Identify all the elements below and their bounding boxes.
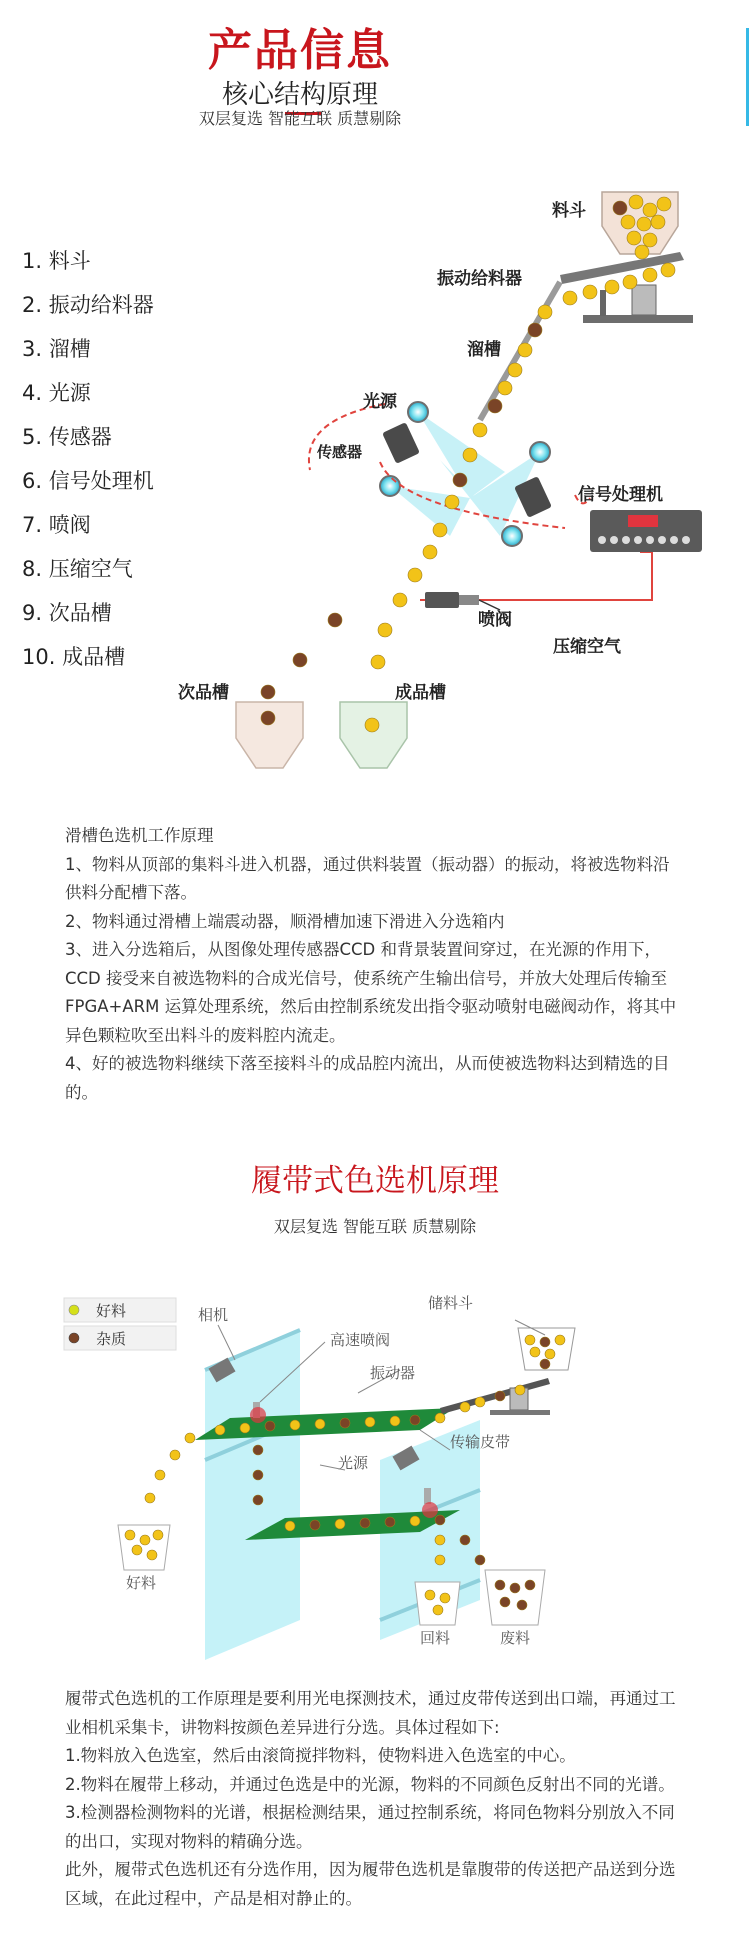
paragraph: 1.物料放入色选室，然后由滚筒搅拌物料，使物料进入色选室的中心。: [65, 1746, 576, 1765]
label-feeder: 振动给料器: [437, 269, 522, 289]
bad-particle: [453, 473, 467, 487]
good-particle: [460, 1402, 470, 1412]
light-source-icon: [408, 402, 428, 422]
good-particle: [393, 593, 407, 607]
good-particle: [215, 1425, 225, 1435]
good-particle: [145, 1493, 155, 1503]
good-particle: [132, 1545, 142, 1555]
label-storage: 储料斗: [428, 1294, 474, 1312]
paragraph: 4、好的被选物料继续下落至接料斗的成品腔内流出，从而使被选物料达到精选的目的。: [65, 1054, 670, 1102]
good-particle: [285, 1521, 295, 1531]
light-source-icon: [380, 476, 400, 496]
legend-good: 好料: [96, 1302, 127, 1320]
paragraph: 1、物料从顶部的集料斗进入机器，通过供料装置（振动器）的振动，将被选物料沿供料分配槽下落。: [65, 854, 670, 902]
bad-particle: [613, 201, 627, 215]
good-particle: [530, 1347, 540, 1357]
good-particle: [365, 718, 379, 732]
vibrator-base: [490, 1410, 550, 1415]
bad-particle: [540, 1359, 550, 1369]
good-particle: [185, 1433, 195, 1443]
good-particle: [433, 1605, 443, 1615]
good-particle: [538, 305, 552, 319]
bad-particle: [253, 1445, 263, 1455]
good-particle: [390, 1416, 400, 1426]
good-particle: [153, 1530, 163, 1540]
good-particle: [435, 1535, 445, 1545]
good-particle: [508, 363, 522, 377]
good-particle: [140, 1535, 150, 1545]
good-particle: [445, 495, 459, 509]
good-particle: [170, 1450, 180, 1460]
paragraph: 3.检测器检测物料的光谱，根据检测结果，通过控制系统，将同色物料分别放入不同的出口，实现对物料的精确分选。: [65, 1803, 675, 1851]
label-processor: 信号处理机: [578, 485, 663, 505]
bad-particle: [517, 1600, 527, 1610]
label-reject-bin: 次品槽: [178, 683, 229, 703]
bad-particle: [525, 1580, 535, 1590]
good-particle: [637, 217, 651, 231]
section-subtitle: 核心结构原理: [221, 80, 378, 110]
good-particle: [525, 1335, 535, 1345]
good-particle: [627, 231, 641, 245]
waste-bin-shape: [485, 1570, 545, 1625]
bad-particle: [340, 1418, 350, 1428]
label-vibrator: 振动器: [370, 1364, 416, 1382]
good-material-icon: [69, 1305, 79, 1315]
label-valve: 喷阀: [478, 610, 512, 630]
bad-particle: [261, 711, 275, 725]
bad-particle: [495, 1391, 505, 1401]
good-particle: [408, 568, 422, 582]
label-accept-bin: 成品槽: [395, 683, 446, 703]
good-particle: [629, 195, 643, 209]
signal-processor-icon: [590, 510, 702, 552]
good-particle: [498, 381, 512, 395]
good-particle: [643, 203, 657, 217]
label-light: 光源: [338, 1454, 369, 1472]
belt-principle-text: [65, 1685, 685, 1913]
bad-particle: [261, 685, 275, 699]
bad-particle: [410, 1415, 420, 1425]
good-particle: [545, 1349, 555, 1359]
return-bin-shape: [415, 1582, 460, 1625]
label-camera: 相机: [198, 1306, 229, 1324]
paragraph: 3、进入分选箱后，从图像处理传感器CCD 和背景装置间穿过，在光源的作用下，CCD 接受来自被选物料的合成光信号，使系统产生输出信号，并放大处理后传输至 FPGA+ARM 运算处理系统，然后由控制系统发出指令驱动喷射电磁阀动作，将其中异色颗粒吹至出料斗的废料腔内流走。: [65, 940, 677, 1045]
sensor-camera-icon: [382, 422, 420, 464]
bad-particle: [488, 399, 502, 413]
chute-principle-text: [65, 822, 685, 1107]
list-item: 10. 成品槽: [22, 645, 126, 669]
good-particle: [435, 1555, 445, 1565]
bad-particle: [460, 1535, 470, 1545]
good-particle: [365, 1417, 375, 1427]
good-particle: [623, 275, 637, 289]
good-particle: [125, 1530, 135, 1540]
paragraph-title: 滑槽色选机工作原理: [65, 826, 214, 845]
good-particle: [423, 545, 437, 559]
good-particle: [643, 233, 657, 247]
good-particle: [378, 623, 392, 637]
good-particle: [335, 1519, 345, 1529]
good-particle: [371, 655, 385, 669]
label-good-bin: 好料: [126, 1574, 157, 1592]
tagline: 双层复选 智能互联 质慧剔除: [273, 1217, 477, 1236]
light-source-icon: [530, 442, 550, 462]
good-particle: [563, 291, 577, 305]
bad-particle: [385, 1517, 395, 1527]
bad-particle: [310, 1520, 320, 1530]
list-item: 3. 溜槽: [22, 337, 91, 361]
good-particle: [621, 215, 635, 229]
paragraph: 履带式色选机的工作原理是要利用光电探测技术，通过皮带传送到出口端，再通过工业相机采集卡，讲物料按颜色差异进行分选。具体过程如下:: [65, 1689, 676, 1737]
bad-particle: [253, 1470, 263, 1480]
list-item: 8. 压缩空气: [22, 557, 133, 581]
bad-particle: [475, 1555, 485, 1565]
legend-bad: 杂质: [96, 1330, 127, 1348]
good-bin-shape: [118, 1525, 170, 1570]
label-light: 光源: [363, 392, 397, 412]
good-particle: [475, 1397, 485, 1407]
good-particle: [473, 423, 487, 437]
chute-sorter-diagram: [0, 180, 750, 780]
good-particle: [440, 1593, 450, 1603]
page-title: 产品信息: [208, 25, 392, 76]
good-particle: [410, 1516, 420, 1526]
paragraph: 2.物料在履带上移动，并通过色选是中的光源，物料的不同颜色反射出不同的光谱。: [65, 1774, 675, 1794]
good-particle: [435, 1413, 445, 1423]
good-particle: [643, 268, 657, 282]
list-item: 4. 光源: [22, 381, 91, 405]
good-particle: [605, 280, 619, 294]
label-valve: 高速喷阀: [330, 1331, 391, 1349]
list-item: 7. 喷阀: [22, 513, 91, 537]
good-particle: [240, 1423, 250, 1433]
label-belt: 传输皮带: [450, 1433, 511, 1451]
bad-particle: [265, 1421, 275, 1431]
label-air: 压缩空气: [553, 637, 621, 657]
belt-sorter-diagram: [0, 1270, 750, 1690]
bad-particle: [500, 1597, 510, 1607]
bad-particle: [360, 1518, 370, 1528]
label-return-bin: 回料: [420, 1629, 451, 1647]
list-item: 1. 料斗: [22, 249, 91, 273]
label-chute: 溜槽: [467, 340, 501, 360]
bad-particle: [253, 1495, 263, 1505]
good-particle: [651, 215, 665, 229]
bad-particle: [528, 323, 542, 337]
list-item: 9. 次品槽: [22, 601, 112, 625]
bad-particle: [293, 653, 307, 667]
good-particle: [515, 1385, 525, 1395]
good-particle: [290, 1420, 300, 1430]
bad-particle: [510, 1583, 520, 1593]
bad-particle: [495, 1580, 505, 1590]
paragraph: 此外，履带式色选机还有分选作用，因为履带色选机是靠腹带的传送把产品送到分选区域，在此过程中，产品是相对静止的。: [65, 1860, 676, 1908]
paragraph: 2、物料通过滑槽上端震动器，顺滑槽加速下滑进入分选箱内: [65, 911, 505, 931]
accept-bin-shape: [340, 702, 407, 768]
bad-particle: [328, 613, 342, 627]
good-particle: [433, 523, 447, 537]
good-particle: [315, 1419, 325, 1429]
list-item: 2. 振动给料器: [22, 293, 154, 317]
ejector-valve-icon: [425, 592, 479, 608]
good-particle: [661, 263, 675, 277]
impurity-icon: [69, 1333, 79, 1343]
light-beams: [390, 412, 540, 536]
good-particle: [463, 448, 477, 462]
label-sensor: 传感器: [317, 443, 363, 461]
section-title: 履带式色选机原理: [251, 1163, 499, 1199]
good-particle: [635, 245, 649, 259]
bad-particle: [540, 1337, 550, 1347]
list-item: 5. 传感器: [22, 425, 112, 449]
good-particle: [583, 285, 597, 299]
edge-accent-bar: [746, 28, 749, 126]
good-particle: [657, 197, 671, 211]
good-particle: [518, 343, 532, 357]
good-particle: [147, 1550, 157, 1560]
good-particle: [555, 1335, 565, 1345]
bad-particle: [435, 1515, 445, 1525]
list-item: 6. 信号处理机: [22, 469, 154, 493]
good-particle: [425, 1590, 435, 1600]
good-particle: [155, 1470, 165, 1480]
label-hopper: 料斗: [552, 201, 586, 221]
light-source-icon: [502, 526, 522, 546]
tagline: 双层复选 智能互联 质慧剔除: [198, 109, 402, 128]
label-waste-bin: 废料: [500, 1629, 531, 1647]
